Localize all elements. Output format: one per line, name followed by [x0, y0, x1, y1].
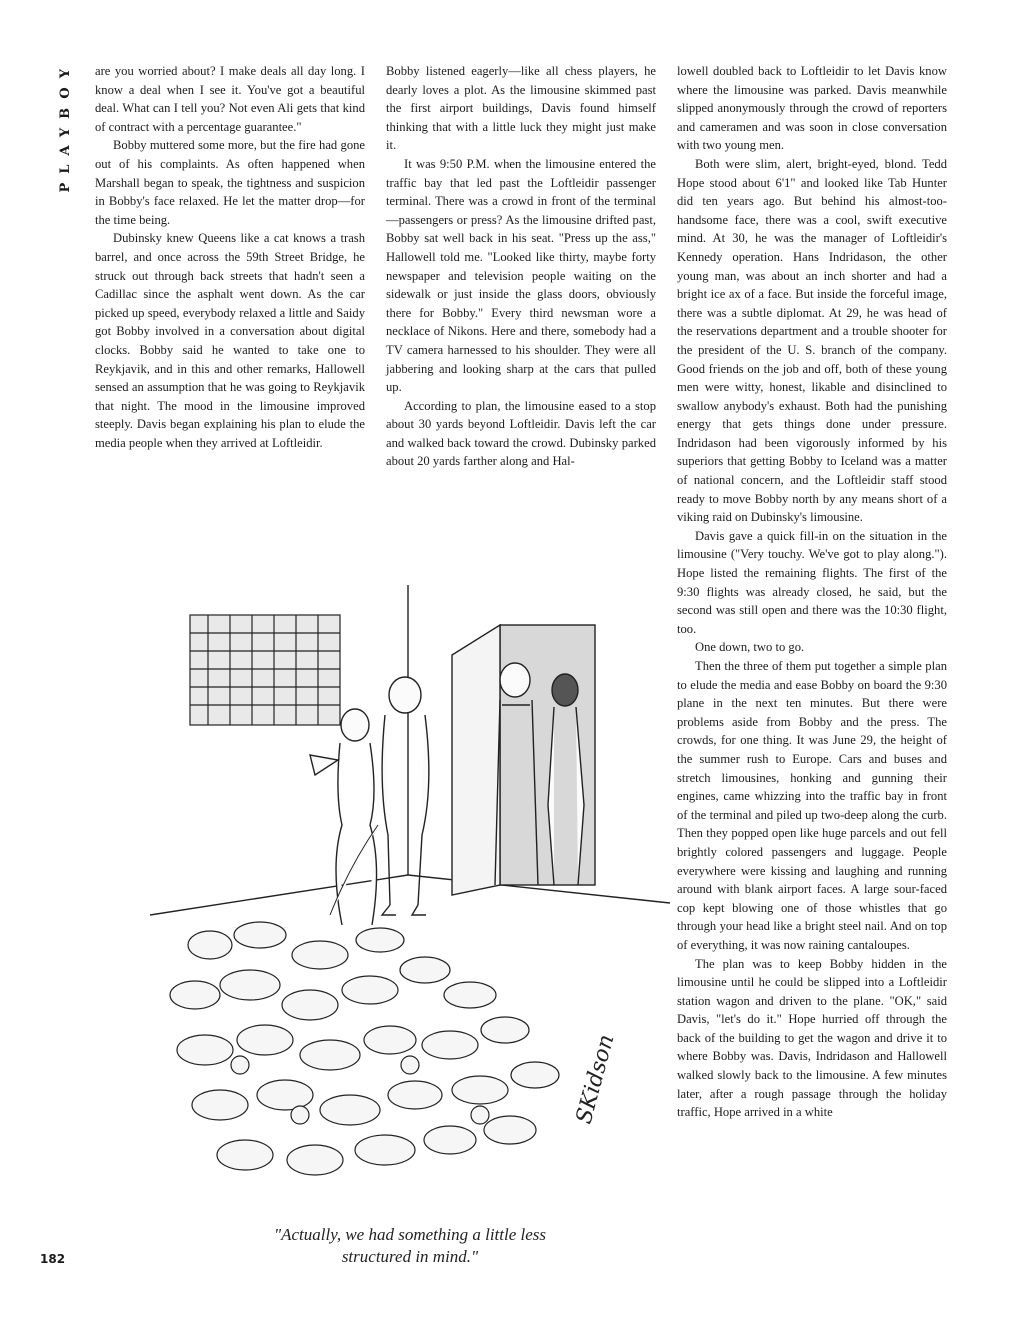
paragraph: Bobby listened eagerly—like all chess players, he dearly loves a plot. As the limousine skimmed past the first airport buildings, Davis found himself thinking that with a little luck they might just make it.	[386, 64, 656, 153]
cartoon-caption	[150, 1224, 670, 1268]
paragraph: Then the three of them put together a simple plan to elude the media and ease Bobby on board the 9:30 plane in the next ten minutes. But there were problems aside from Bobby and the press. The crowds, for one thing. It was June 29, the height of the summer rush to Europe. Cars and buses and stretch limousines, honking and gunning their engines, came whizzing into the traffic bay in front of the terminal and piled up two-deep along the curb. Then they popped open like huge parcels and out fell brightly colored passengers and luggage. People everywhere were kissing and laughing and running around with blank airport faces. A large sour-faced cop kept blowing one of those whistles that go through your head like a bright steel nail. And on top of everything, it was now raining cantaloupes.	[677, 659, 947, 952]
paragraph: According to plan, the limousine eased to a stop about 30 yards beyond Loftleidir. Davis left the car and walked back toward the crowd. Dubinsky parked about 20 yards farther along and Hal-	[386, 398, 656, 469]
paragraph: Davis gave a quick fill-in on the situation in the limousine ("Very touchy. We've got to play along."). Hope listed the remaining flights. The first of the 9:30 flights was already closed, he said, but the second was still open and there was the 10:30 flight, too.	[677, 528, 947, 636]
caption-line-2: structured in mind."	[341, 1247, 479, 1266]
artist-signature: SKidson	[571, 1031, 620, 1127]
paragraph: Bobby muttered some more, but the fire had gone out of his complaints. As often happened when Marshall began to speak, the tightness and suspicion in Bobby's face relaxed. He let the matter drop—for the time being.	[95, 138, 365, 227]
magazine-masthead: PLAYBOY	[58, 60, 73, 193]
paragraph: The plan was to keep Bobby hidden in the limousine until he could be slipped into a Loftleidir station wagon and driven to the plane. "OK," said Davis, "let's do it." Hope hurried off through the back of the building to get the wagon and drive it to where Bobby was. Davis, Indridason and Hallowell walked slowly back to the limousine. A few minutes later, after a rough passage through the holiday traffic, Hope arrived in a white	[677, 956, 947, 1120]
caption-line-1: "Actually, we had something a little less	[273, 1225, 547, 1244]
text-column-3	[677, 62, 947, 1122]
paragraph: Dubinsky knew Queens like a cat knows a trash barrel, and once across the 59th Street Bridge, he struck out through back streets that hadn't seen a Cadillac since the asphalt went down. As the car picked up speed, everybody relaxed a little and Saidy got Bobby involved in a conversation about digital clocks. Bobby said he wanted to take one to Reykjavik, and in this and other remarks, Hallowell sensed an assumption that he was going to Reykjavik that night. The mood in the limousine improved steeply. Davis began explaining his plan to elude the media people when they arrived at Loftleidir.	[95, 231, 365, 450]
text-column-1	[95, 62, 365, 452]
page-number: 182	[40, 1252, 66, 1266]
paragraph: It was 9:50 P.M. when the limousine entered the traffic bay that led past the Loftleidir passenger terminal. There was a crowd in front of the terminal—passengers or press? As the limousine drifted past, Bobby sat well back in his seat. "Press up the ass," Hallowell told me. "Looked like thirty, maybe forty newspaper and television people waiting on the sidewalk or just inside the glass doors, obviously there for Bobby." Every third newsman wore a necklace of Nikons. Here and there, somebody had a TV camera harnessed to his shoulder. They were all jabbering and looking sharp at the cars that pulled up.	[386, 156, 656, 395]
wall-chart	[190, 615, 340, 725]
paragraph: One down, two to go.	[695, 640, 805, 655]
text-column-2	[386, 62, 656, 471]
paragraph: Both were slim, alert, bright-eyed, blond. Tedd Hope stood about 6'1" and looked like Tab Hunter did ten years ago. But behind his almost-too-handsome face, there was a cool, swift executive mind. At 30, he was the manager of Loftleidir's Kennedy operation. Hans Indridason, the other young man, was about an inch shorter and had a bright ice ax of a face. But inside the forceful image, there was a subtle diplomat. At 29, he was head of the reservations department and a trouble shooter for the president of the U. S. branch of the company. Good friends on the job and off, both of these young men were witty, honest, likable and disinclined to swallow anybody's exhaust. Both had the punishing energy that gets things done under pressure. Indridason had been vigorously informed by his superiors that getting Bobby to Iceland was a matter of national concern, and the Loftleidir staff stood ready to move Bobby north by any means short of a viking raid on Dubinsky's limousine.	[677, 156, 947, 525]
paragraph: lowell doubled back to Loftleidir to let Davis know where the limousine was parked. Davis meanwhile slipped anonymously through the crowd of reporters and cameramen and was soon in close conversation with two young men.	[677, 64, 947, 153]
woman-with-megaphone	[310, 709, 377, 925]
cartoon-illustration	[150, 585, 670, 1235]
paragraph: are you worried about? I make deals all day long. I know a deal when I see it. You've got a beautiful deal. What can I tell you? Not even Ali gets that kind of contract with a percentage guarantee."	[95, 64, 365, 134]
pile-of-people	[170, 922, 559, 1175]
